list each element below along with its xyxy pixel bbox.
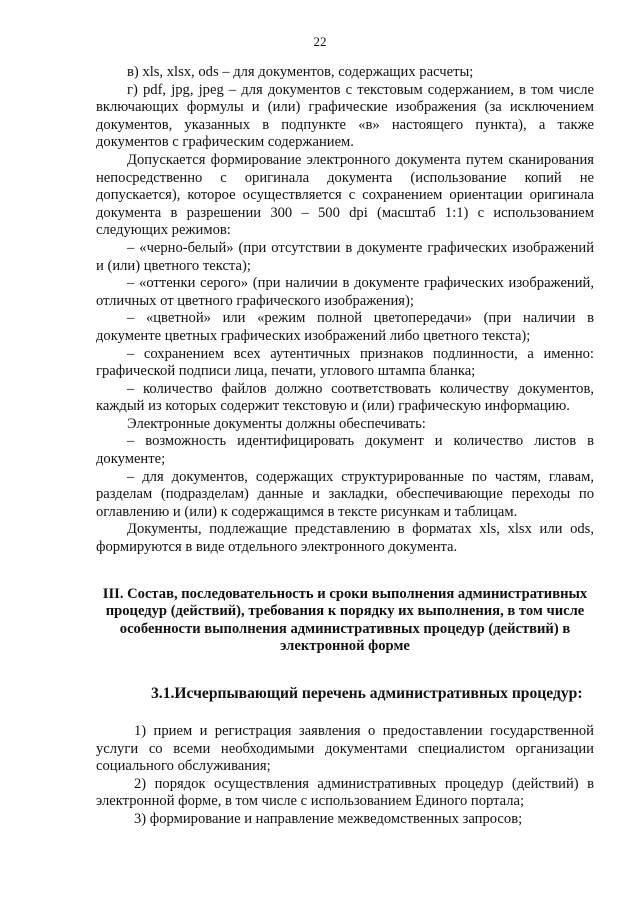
paragraph-separate-doc: Документы, подлежащие представлению в форматах xls, xlsx или ods, формируются в виде отдельного электронного документа. [96, 521, 594, 556]
page-number: 22 [313, 34, 327, 49]
subsection-heading: 3.1.Исчерпывающий перечень административных процедур: [151, 685, 583, 702]
paragraph-scanning: Допускается формирование электронного документа путем сканирования непосредственно с оригинала документа (использование копий не допускается), которое осуществляется с сохранением ориентации оригинала документа в разрешении 300 – 500 dpi (масштаб 1:1) с использованием следующих режимов: [96, 151, 594, 239]
list-item-black-white: – «черно-белый» (при отсутствии в документе графических изображений и (или) цветного текста); [96, 239, 594, 274]
procedures-list [96, 723, 594, 829]
list-item-file-count: – количество файлов должно соответствовать количеству документов, каждый из которых содержит текстовую и (или) графическую информацию. [96, 380, 594, 415]
list-item-color: – «цветной» или «режим полной цветопередачи» (при наличии в документе цветных графических изображений либо цветного текста); [96, 310, 594, 344]
paragraph-formats-pdf: г) pdf, jpg, jpeg – для документов с текстовым содержанием, в том числе включающих формулы и (или) графические изображения (за исключением документов, указанных в подпункте «в» настоящего пункта), а также документов с графическим содержанием. [96, 81, 594, 151]
list-item-identify: – возможность идентифицировать документ и количество листов в документе; [96, 433, 594, 468]
document-body [96, 64, 594, 829]
procedure-item-1: 1) прием и регистрация заявления о предоставлении государственной услуги со всеми необходимыми документами специалистом организации социального обслуживания; [96, 723, 594, 775]
list-item-grayscale: – «оттенки серого» (при наличии в документе графических изображений, отличных от цветного графического изображения); [96, 275, 594, 309]
procedure-item-3: 3) формирование и направление межведомственных запросов; [134, 810, 523, 827]
list-item-structured: – для документов, содержащих структурированные по частям, главам, разделам (подразделам) данные и закладки, обеспечивающие переходы по оглавлению и (или) к содержащимся в тексте рисункам и таблицам. [96, 468, 594, 520]
paragraph-electronic-docs: Электронные документы должны обеспечивать: [127, 415, 426, 432]
list-item-authenticity: – сохранением всех аутентичных признаков подлинности, а именно: графической подписи лица, печати, углового штампа бланка; [96, 345, 594, 380]
section-heading: III. Состав, последовательность и сроки выполнения административных процедур (действий), требования к порядку их выполнения, в том числе особенности выполнения административных процедур (действий) в электронной форме [102, 585, 588, 655]
procedure-item-2: 2) порядок осуществления административных процедур (действий) в электронной форме, в том числе с использованием Единого портала; [96, 775, 594, 810]
paragraph-formats-xls: в) xls, xlsx, ods – для документов, содержащих расчеты; [127, 64, 474, 80]
